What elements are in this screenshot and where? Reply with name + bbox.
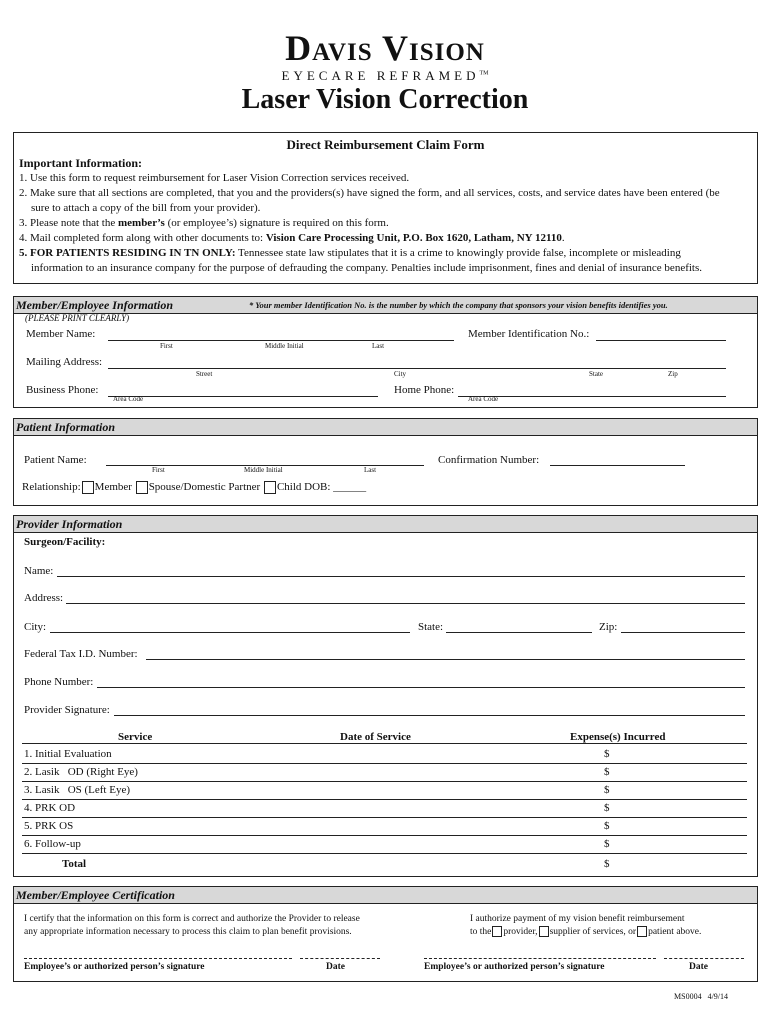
instruction-3: 3. Please note that the member’s (or employee’s) signature is required on this form. — [19, 217, 389, 229]
member-name-label: Member Name: — [26, 328, 96, 340]
instruction-2: 2. Make sure that all sections are completed, that you and the providers(s) have signed the form, and all services, costs, and service dates have been entered (be — [19, 187, 720, 199]
member-id-input[interactable] — [596, 326, 726, 341]
patient-last-caption: Last — [364, 466, 377, 474]
member-id-label: Member Identification No.: — [468, 328, 590, 340]
provider-zip-input[interactable] — [621, 618, 745, 633]
provider-state-input[interactable] — [446, 618, 592, 633]
table-row[interactable]: 1. Initial Evaluation $ — [22, 746, 747, 764]
patient-section-heading: Patient Information — [14, 419, 757, 436]
service-column-header: Service — [118, 731, 153, 743]
mailing-address-input[interactable] — [108, 354, 726, 369]
auth-supplier-checkbox[interactable] — [539, 926, 549, 937]
total-dollar[interactable]: $ — [604, 858, 610, 870]
spouse-checkbox[interactable] — [136, 481, 148, 494]
child-checkbox[interactable] — [264, 481, 276, 494]
total-label: Total — [62, 858, 87, 870]
form-title: Direct Reimbursement Claim Form — [286, 137, 485, 152]
print-clearly-note: (PLEASE PRINT CLEARLY) — [25, 313, 130, 323]
employee-signature-label-right: Employee’s or authorized person’s signature — [424, 962, 605, 972]
patient-middle-caption: Middle Initial — [244, 466, 283, 474]
instruction-2-cont: sure to attach a copy of the bill from your provider). — [31, 202, 261, 214]
business-area-code-caption: Area Code — [113, 395, 144, 403]
brand-name: Davis Vision — [285, 28, 485, 68]
provider-address-label: Address: — [24, 592, 64, 604]
member-last-caption: Last — [372, 342, 385, 350]
patient-first-caption: First — [152, 466, 165, 474]
provider-city-label: City: — [24, 621, 47, 633]
provider-phone-input[interactable] — [97, 673, 745, 688]
street-caption: Street — [196, 370, 213, 378]
table-row[interactable]: 6. Follow-up $ — [22, 836, 747, 854]
instructions-box — [13, 132, 758, 284]
zip-caption: Zip — [668, 370, 678, 378]
surgeon-facility-label: Surgeon/Facility: — [24, 536, 106, 548]
member-name-input[interactable] — [108, 326, 454, 341]
employee-signature-line-left[interactable] — [24, 958, 292, 959]
member-option-label: Member — [94, 481, 132, 493]
confirmation-label: Confirmation Number: — [438, 454, 540, 466]
home-phone-input[interactable] — [458, 382, 726, 397]
important-heading: Important Information: — [19, 156, 142, 170]
home-phone-label: Home Phone: — [394, 384, 455, 396]
date-label-right: Date — [689, 962, 708, 972]
table-row[interactable]: 3. Lasik OS (Left Eye) $ — [22, 782, 747, 800]
provider-name-input[interactable] — [57, 562, 745, 577]
form-code: MS0004 4/9/14 — [674, 992, 729, 1001]
table-row[interactable]: 2. Lasik OD (Right Eye) $ — [22, 764, 747, 782]
auth-provider-checkbox[interactable] — [492, 926, 502, 937]
brand-tagline: EYECARE REFRAMED — [281, 68, 480, 83]
instruction-5-cont: information to an insurance company for the purpose of defrauding the company. Penalties include imprisonment, fines and denial of insurance benefits. — [31, 262, 703, 274]
patient-name-input[interactable] — [106, 451, 424, 466]
business-phone-input[interactable] — [108, 382, 378, 397]
provider-state-label: State: — [418, 621, 444, 633]
member-first-caption: First — [160, 342, 173, 350]
date-label-left: Date — [326, 962, 345, 972]
expense-column-header: Expense(s) Incurred — [570, 731, 666, 743]
employee-signature-label-left: Employee’s or authorized person’s signature — [24, 962, 205, 972]
employee-signature-line-right[interactable] — [424, 958, 656, 959]
state-caption: State — [589, 370, 603, 378]
date-line-right[interactable] — [664, 958, 744, 959]
instruction-5: 5. FOR PATIENTS RESIDING IN TN ONLY: Tennessee state law stipulates that it is a crime to knowingly provide false, incomplete or misleading — [19, 247, 681, 259]
provider-city-input[interactable] — [50, 618, 410, 633]
patient-name-label: Patient Name: — [24, 454, 87, 466]
member-id-note: * Your member Identification No. is the number by which the company that sponsors your vision benefits identifies you. — [249, 300, 668, 310]
provider-section-heading: Provider Information — [14, 516, 757, 533]
certify-text-1: I certify that the information on this form is correct and authorize the Provider to release — [24, 914, 360, 924]
tax-id-label: Federal Tax I.D. Number: — [24, 648, 138, 660]
provider-name-label: Name: — [24, 565, 54, 577]
member-middle-caption: Middle Initial — [265, 342, 304, 350]
certification-heading: Member/Employee Certification — [14, 887, 757, 904]
date-column-header: Date of Service — [340, 731, 411, 743]
home-area-code-caption: Area Code — [468, 395, 499, 403]
tax-id-input[interactable] — [146, 645, 745, 660]
provider-phone-label: Phone Number: — [24, 676, 94, 688]
davis-vision-logo — [0, 30, 770, 84]
child-option-label: Child DOB: ______ — [276, 481, 367, 493]
relationship-label: Relationship: — [22, 481, 81, 493]
provider-address-input[interactable] — [66, 589, 745, 604]
provider-signature-input[interactable] — [114, 701, 745, 716]
member-checkbox[interactable] — [82, 481, 94, 494]
certify-text-2: any appropriate information necessary to process this claim to plan benefit provisions. — [24, 927, 352, 937]
table-row[interactable]: 5. PRK OS $ — [22, 818, 747, 836]
table-header-rule — [22, 743, 747, 744]
business-phone-label: Business Phone: — [26, 384, 99, 396]
provider-signature-label: Provider Signature: — [24, 704, 110, 716]
instruction-4: 4. Mail completed form along with other documents to: Vision Care Processing Unit, P.O. Box 1620, Latham, NY 12110. — [19, 232, 565, 244]
instruction-1: 1. Use this form to request reimbursement for Laser Vision Correction services received. — [19, 172, 410, 184]
page-title: Laser Vision Correction — [241, 84, 529, 115]
member-section-heading: Member/Employee Information — [16, 298, 173, 312]
date-line-left[interactable] — [300, 958, 380, 959]
provider-zip-label: Zip: — [599, 621, 618, 633]
mailing-address-label: Mailing Address: — [26, 356, 103, 368]
city-caption: City — [394, 370, 407, 378]
auth-patient-checkbox[interactable] — [637, 926, 647, 937]
trademark: TM — [479, 70, 489, 77]
table-row[interactable]: 4. PRK OD $ — [22, 800, 747, 818]
authorize-text: I authorize payment of my vision benefit reimbursement — [470, 914, 685, 924]
spouse-option-label: Spouse/Domestic Partner — [148, 481, 261, 493]
confirmation-input[interactable] — [550, 451, 685, 466]
